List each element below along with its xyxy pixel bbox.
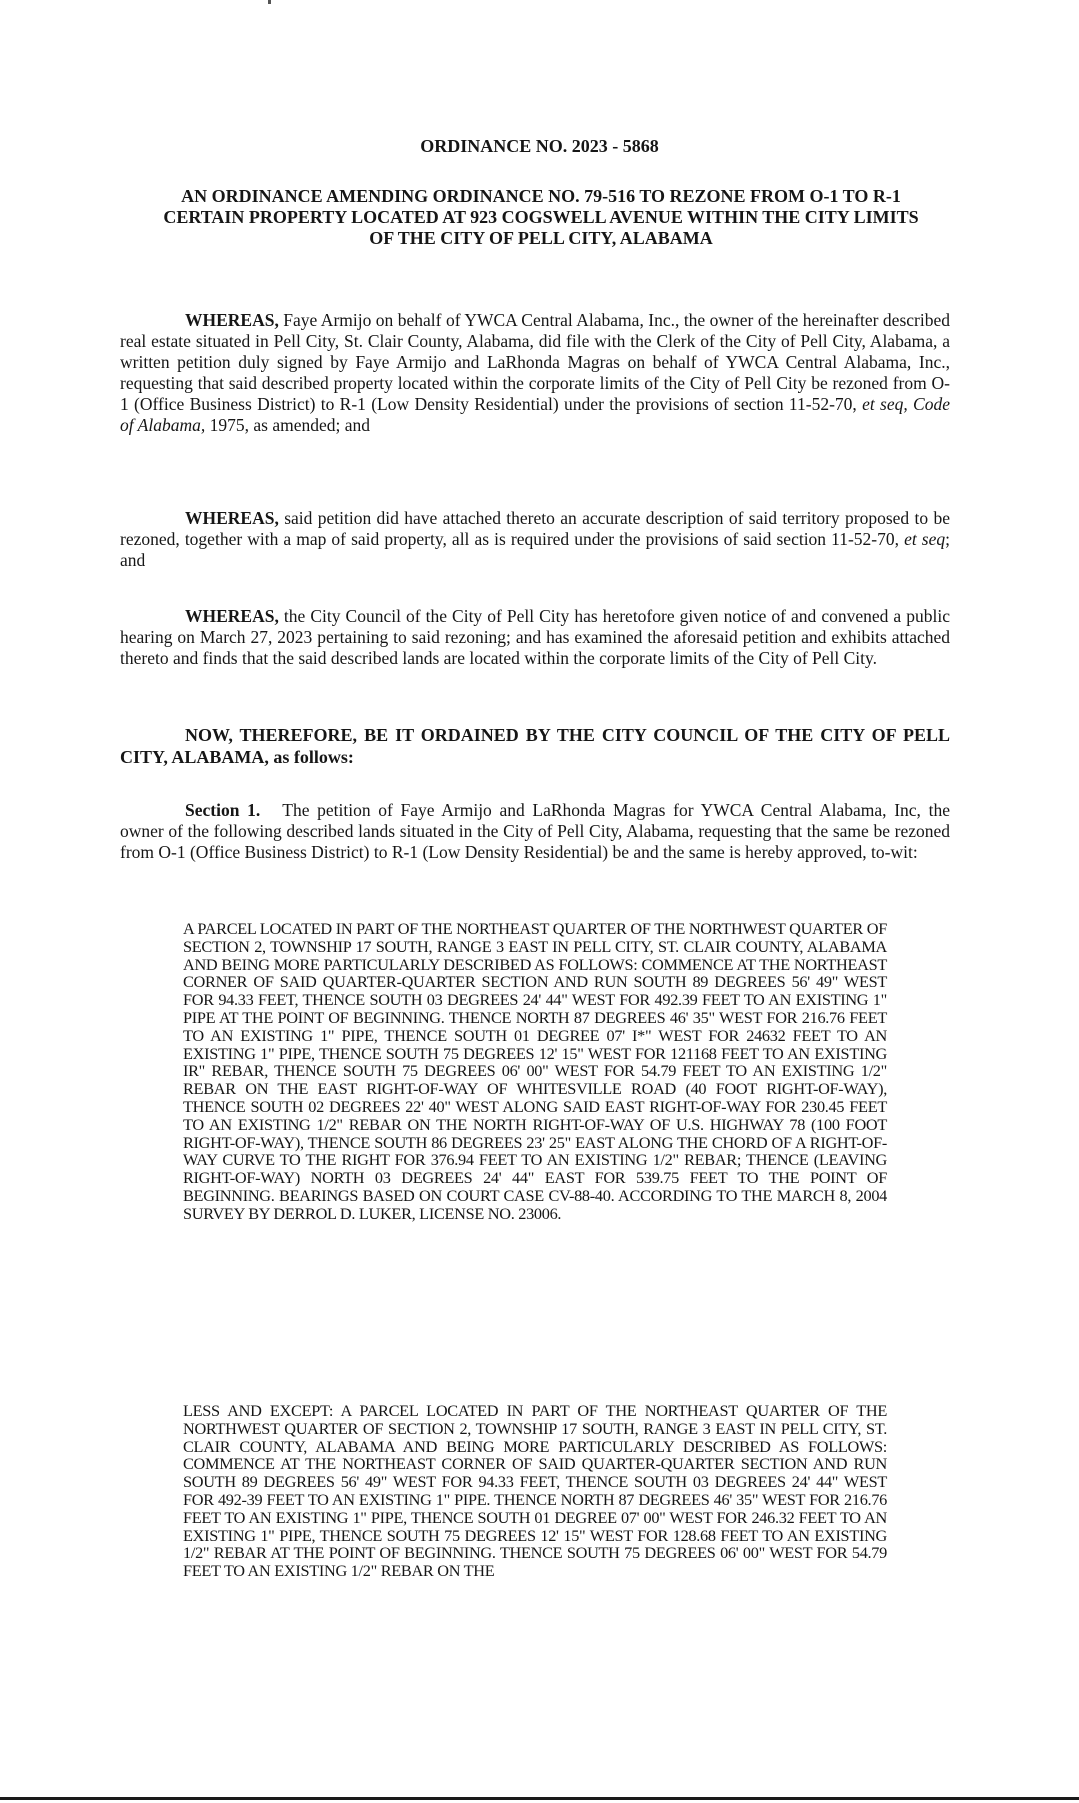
legal-description-parcel: A PARCEL LOCATED IN PART OF THE NORTHEAST QUARTER OF THE NORTHWEST QUARTER OF SECTION 2, TOWNSHIP 17 SOUTH, RANGE 3 EAST IN PELL CITY, ST. CLAIR COUNTY, ALABAMA AND BEING MORE PARTICULARLY DESCRIBED AS FOLLOWS: COMMENCE AT THE NORTHEAST CORNER OF SAID QUARTER-QUARTER SECTION AND RUN SOUTH 89 DEGREES 56' 49" WEST FOR 94.33 FEET, THENCE SOUTH 03 DEGREES 24' 44" WEST FOR 492.39 FEET TO AN EXISTING 1" PIPE AT THE POINT OF BEGINNING. THENCE NORTH 87 DEGREES 46' 35" WEST FOR 216.76 FEET TO AN EXISTING 1" PIPE, THENCE SOUTH 01 DEGREE 07' I*" WEST FOR 24632 FEET TO AN EXISTING 1" PIPE, THENCE SOUTH 75 DEGREES 12' 15" WEST FOR 121168 FEET TO AN EXISTING IR" REBAR, THENCE SOUTH 75 DEGREES 06' 00" WEST FOR 54.79 FEET TO AN EXISTING 1/2" REBAR ON THE EAST RIGHT-OF-WAY OF WHITESVILLE ROAD (40 FOOT RIGHT-OF-WAY), THENCE SOUTH 02 DEGREES 22' 40" WEST ALONG SAID EAST RIGHT-OF-WAY FOR 230.45 FEET TO AN EXISTING 1/2" REBAR ON THE NORTH RIGHT-OF-WAY OF U.S. HIGHWAY 78 (100 FOOT RIGHT-OF-WAY), THENCE SOUTH 86 DEGREES 23' 25" EAST ALONG THE CHORD OF A RIGHT-OF-WAY CURVE TO THE RIGHT FOR 376.94 FEET TO AN EXISTING 1/2" REBAR; THENCE (LEAVING RIGHT-OF-WAY) NORTH 03 DEGREES 24' 44" EAST FOR 539.75 FEET TO THE POINT OF BEGINNING. BEARINGS BASED ON COURT CASE CV-88-40. ACCORDING TO THE MARCH 8, 2004 SURVEY BY DERROL D. LUKER, LICENSE NO. 23006. [183,919,887,1223]
citation-italic: et seq, Code of Alabama, [120,394,950,435]
scan-mark [268,0,271,4]
whereas-lead: WHEREAS, [185,606,279,626]
section-1-paragraph [120,800,950,863]
citation-italic: et seq [904,529,946,549]
whereas-lead: WHEREAS, [185,508,279,528]
whereas-lead: WHEREAS, [185,310,279,330]
whereas-text-end: 1975, as amended; and [205,415,370,435]
whereas-paragraph-1 [120,310,950,436]
whereas-paragraph-2 [120,508,950,571]
ordinance-caption: AN ORDINANCE AMENDING ORDINANCE NO. 79-516 TO REZONE FROM O-1 TO R-1 CERTAIN PROPERTY LOCATED AT 923 COGSWELL AVENUE WITHIN THE CITY LIMITS OF THE CITY OF PELL CITY, ALABAMA [163,186,919,248]
ordinance-title: ORDINANCE NO. 2023 - 5868 [420,136,659,156]
ordaining-text: NOW, THEREFORE, BE IT ORDAINED BY THE CITY COUNCIL OF THE CITY OF PELL CITY, ALABAMA, as follows: [120,725,950,767]
whereas-text: said petition did have attached thereto an accurate description of said territory proposed to be rezoned, together with a map of said property, all as is required under the provisions of said section 11-52-70, [120,508,950,549]
section-1-lead: Section 1. [185,800,261,820]
whereas-text: the City Council of the City of Pell City has heretofore given notice of and convened a public hearing on March 27, 2023 pertaining to said rezoning; and has examined the aforesaid petition and exhibits attached thereto and finds that the said described lands are located within the corporate limits of the City of Pell City. [120,606,950,668]
ordaining-clause [120,724,950,768]
whereas-text: Faye Armijo on behalf of YWCA Central Alabama, Inc., the owner of the hereinafter described real estate situated in Pell City, St. Clair County, Alabama, did file with the Clerk of the City of Pell City, Alabama, a written petition duly signed by Faye Armijo and LaRhonda Magras on behalf of YWCA Central Alabama, Inc., requesting that said described property located within the corporate limits of the City of Pell City be rezoned from O-1 (Office Business District) to R-1 (Low Density Residential) under the provisions of section 11-52-70, [120,310,950,414]
legal-description-less-and-except: LESS AND EXCEPT: A PARCEL LOCATED IN PART OF THE NORTHEAST QUARTER OF THE NORTHWEST QUARTER OF SECTION 2, TOWNSHIP 17 SOUTH, RANGE 3 EAST IN PELL CITY, ST. CLAIR COUNTY, ALABAMA AND BEING MORE PARTICULARLY DESCRIBED AS FOLLOWS: COMMENCE AT THE NORTHEAST CORNER OF SAID QUARTER-QUARTER SECTION AND RUN SOUTH 89 DEGREES 56' 49" WEST FOR 94.33 FEET, THENCE SOUTH 03 DEGREES 24' 44" WEST FOR 492-39 FEET TO AN EXISTING 1" PIPE. THENCE NORTH 87 DEGREES 46' 35" WEST FOR 216.76 FEET TO AN EXISTING 1" PIPE, THENCE SOUTH 01 DEGREE 07' 00" WEST FOR 246.32 FEET TO AN EXISTING 1" PIPE, THENCE SOUTH 75 DEGREES 12' 15" WEST FOR 128.68 FEET TO AN EXISTING 1/2" REBAR AT THE POINT OF BEGINNING. THENCE SOUTH 75 DEGREES 06' 00" WEST FOR 54.79 FEET TO AN EXISTING 1/2" REBAR ON THE [183,1401,887,1581]
whereas-paragraph-3 [120,606,950,669]
section-1-text: The petition of Faye Armijo and LaRhonda Magras for YWCA Central Alabama, Inc, the owner of the following described lands situated in the City of Pell City, Alabama, requesting that the same be rezoned from O-1 (Office Business District) to R-1 (Low Density Residential) be and the same is hereby approved, to-wit: [120,800,950,862]
page-bottom-border [0,1797,1079,1800]
whereas-text-end: ; and [120,529,950,570]
